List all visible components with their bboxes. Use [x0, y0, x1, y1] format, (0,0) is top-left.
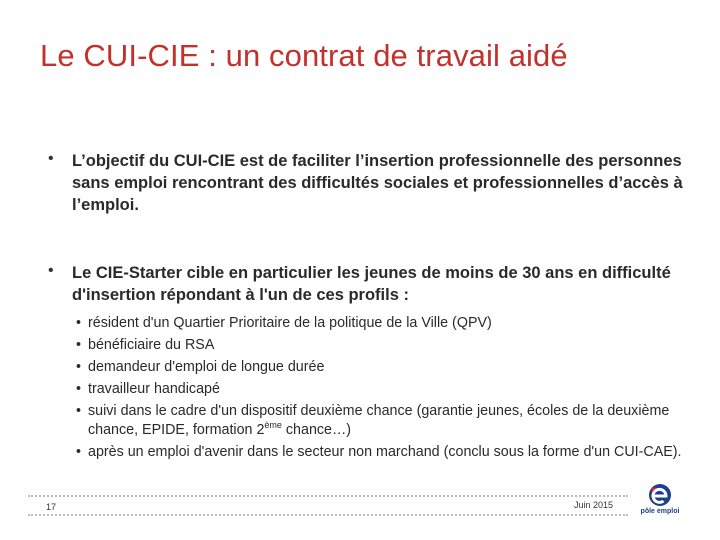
bullet-text: Le CIE-Starter cible en particulier les jeunes de moins de 30 ans en difficulté d'insertion répondant à l'un de ces profils : — [72, 264, 671, 304]
list-item — [76, 378, 686, 400]
superscript-text: ème — [264, 420, 282, 431]
footer-date: Juin 2015 — [574, 500, 614, 510]
bullet-symbol: • — [48, 150, 54, 167]
footer-divider-bottom — [28, 514, 628, 516]
sub-bullet-symbol: • — [76, 337, 82, 353]
sub-bullet-symbol: • — [76, 444, 82, 460]
logo-label: pôle emploi — [640, 508, 680, 515]
list-item-text: après un emploi d'avenir dans le secteur non marchand (conclu sous la forme d'un CUI-CAE). — [88, 444, 682, 460]
bullet-item-target — [48, 262, 688, 306]
profile-list — [76, 312, 686, 465]
list-item-text: travailleur handicapé — [88, 381, 220, 397]
list-item — [76, 312, 686, 334]
list-item-text: demandeur d'emploi de longue durée — [88, 359, 325, 375]
sub-bullet-symbol: • — [76, 381, 82, 397]
list-item — [76, 443, 686, 462]
bullet-item-objective — [48, 150, 688, 216]
list-item — [76, 334, 686, 356]
footer-divider-top — [28, 495, 628, 497]
pole-emploi-logo-icon — [636, 483, 684, 523]
list-item-text: résident d'un Quartier Prioritaire de la politique de la Ville (QPV) — [88, 315, 492, 331]
page-number: 17 — [46, 502, 57, 512]
list-item — [76, 402, 686, 440]
list-item-text-tail: chance…) — [281, 422, 352, 438]
sub-bullet-symbol: • — [76, 315, 82, 331]
sub-bullet-symbol: • — [76, 359, 82, 375]
slide-title: Le CUI-CIE : un contrat de travail aidé — [40, 38, 568, 73]
bullet-text: L’objectif du CUI-CIE est de faciliter l’insertion professionnelle des personnes sans emploi rencontrant des difficultés sociales et professionnelles d’accès à l’emploi. — [72, 152, 683, 214]
list-item-text: bénéficiaire du RSA — [88, 337, 215, 353]
sub-bullet-symbol: • — [76, 403, 82, 419]
list-item-text: suivi dans le cadre d'un dispositif deuxième chance (garantie jeunes, écoles de la deuxième chance, EPIDE, formation 2 — [88, 403, 670, 438]
list-item — [76, 356, 686, 378]
bullet-symbol: • — [48, 262, 54, 279]
